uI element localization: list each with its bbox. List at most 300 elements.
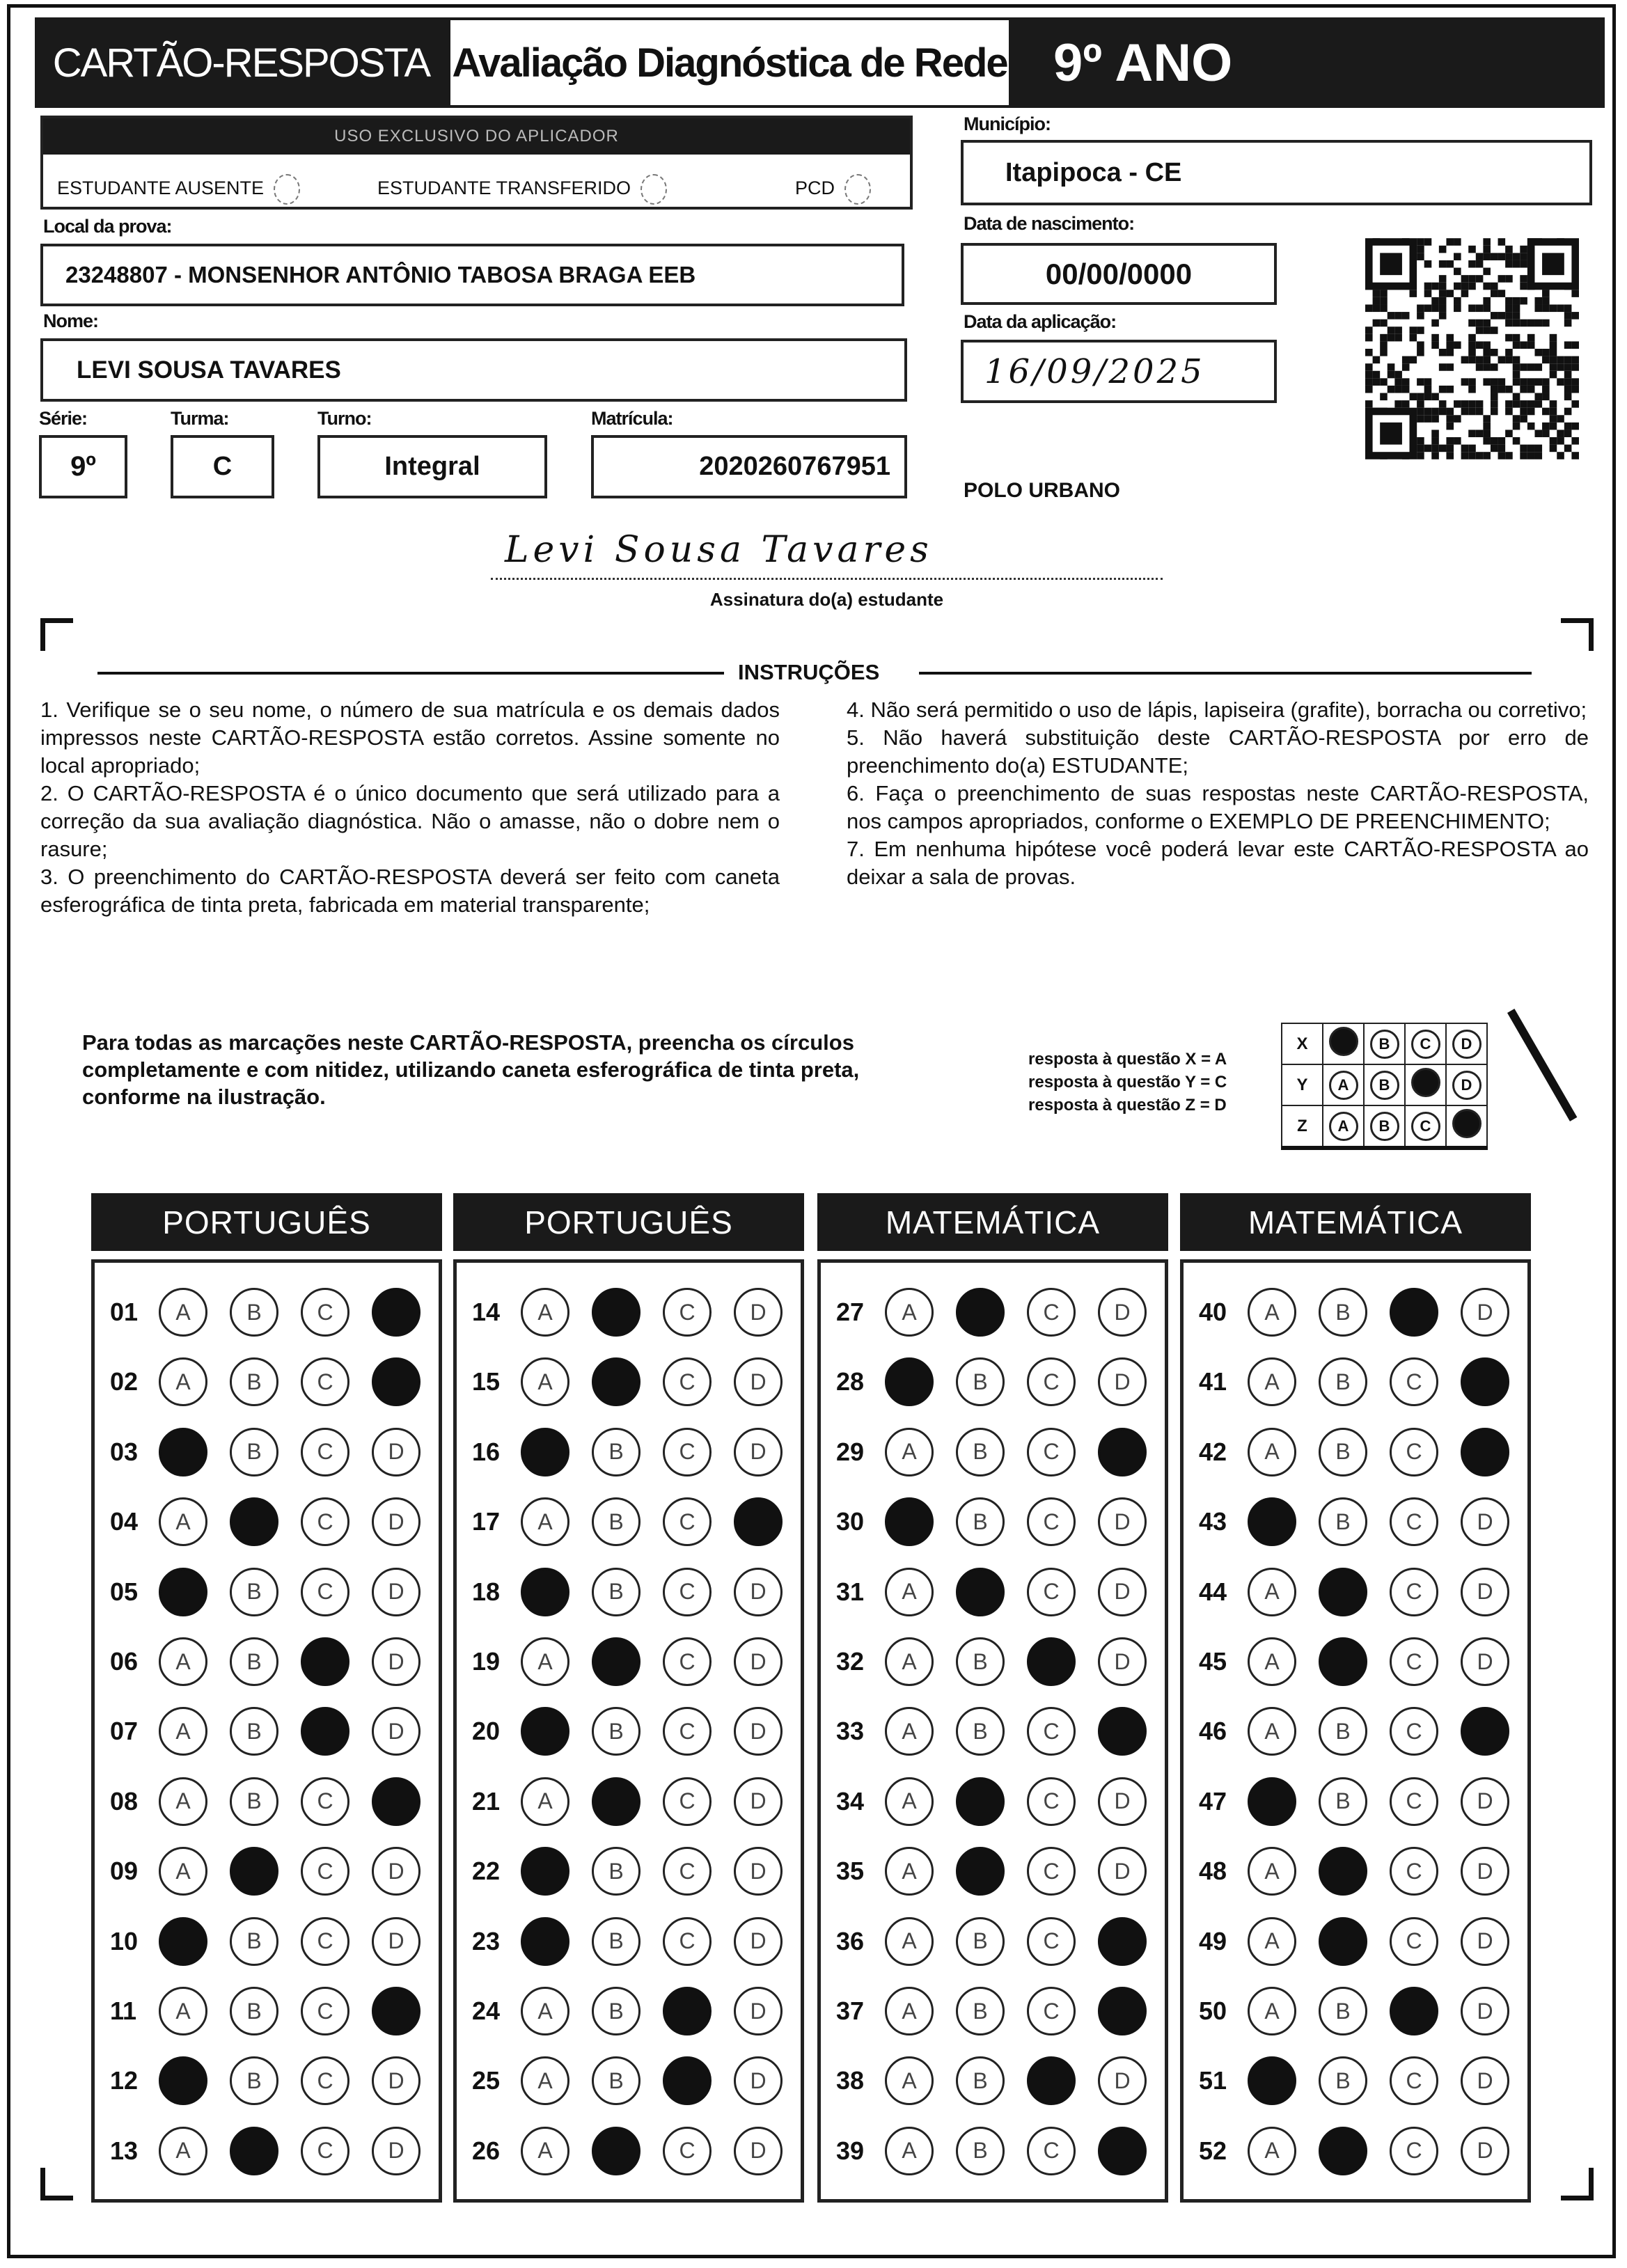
question-number: 51 [1199, 2066, 1227, 2095]
answer-bubble-c[interactable]: C [663, 1847, 712, 1896]
question-number: 30 [836, 1507, 865, 1536]
answer-bubble-d[interactable]: D [1461, 1917, 1509, 1966]
question-number: 08 [110, 1786, 139, 1816]
question-number: 32 [836, 1647, 865, 1676]
answer-bubble-b[interactable]: B [230, 1428, 278, 1476]
answer-bubble-d[interactable] [734, 1497, 783, 1546]
answer-bubble-c[interactable]: C [1390, 1497, 1438, 1546]
answer-bubble-d[interactable] [1098, 1917, 1147, 1966]
question-row [821, 1635, 1165, 1690]
answer-bubble-a[interactable]: A [885, 1428, 934, 1476]
answer-bubble-a[interactable]: A [1248, 1568, 1296, 1616]
answer-bubble-d[interactable]: D [734, 1288, 783, 1337]
answer-bubble-a[interactable]: A [521, 1987, 569, 2035]
answer-bubble-c[interactable]: C [663, 1917, 712, 1966]
answer-bubble-a[interactable]: A [521, 1288, 569, 1337]
example-cell [1323, 1023, 1364, 1064]
answer-bubble-b[interactable] [1319, 1637, 1367, 1686]
question-number: 42 [1199, 1437, 1227, 1466]
divider [919, 672, 1532, 675]
answer-bubble-c[interactable]: C [1027, 1568, 1076, 1616]
question-row [821, 1704, 1165, 1760]
answer-bubble-d[interactable] [1461, 1428, 1509, 1476]
answer-bubble-d[interactable]: D [1098, 1357, 1147, 1406]
question-row [95, 1285, 439, 1341]
answer-bubble-b[interactable]: B [230, 1917, 278, 1966]
example-cell [1323, 1105, 1364, 1148]
question-row [457, 1984, 801, 2040]
answer-bubble-d[interactable]: D [734, 1777, 783, 1826]
answer-bubble-d[interactable] [1098, 1987, 1147, 2035]
answer-bubble-c[interactable] [1027, 1637, 1076, 1686]
answer-bubble-c[interactable]: C [663, 1637, 712, 1686]
answer-bubble-b[interactable]: B [230, 1637, 278, 1686]
answer-bubble-b[interactable] [592, 1777, 640, 1826]
answer-bubble-d[interactable]: D [372, 1847, 420, 1896]
answer-bubble-a[interactable]: A [159, 1847, 207, 1896]
example-legend-item: resposta à questão Y = C [1028, 1073, 1227, 1092]
answer-bubble-c[interactable]: C [1027, 1987, 1076, 2035]
answer-bubble-a[interactable]: A [159, 1497, 207, 1546]
answer-bubble-c[interactable]: C [301, 2056, 349, 2105]
answer-bubble-a[interactable]: A [885, 2127, 934, 2175]
answer-bubble-d[interactable]: D [372, 1707, 420, 1756]
answer-bubble-b[interactable]: B [592, 1707, 640, 1756]
option-transferred[interactable] [377, 174, 667, 205]
answer-bubble-d[interactable]: D [372, 1917, 420, 1966]
answer-bubble-c[interactable]: C [301, 1357, 349, 1406]
question-number: 46 [1199, 1717, 1227, 1746]
answer-bubble-a[interactable]: A [1248, 2127, 1296, 2175]
answer-bubble-a[interactable]: A [885, 1847, 934, 1896]
answer-bubble-a[interactable]: A [885, 1707, 934, 1756]
answer-bubble-d[interactable] [1098, 1428, 1147, 1476]
answer-bubble-b[interactable] [230, 1497, 278, 1546]
question-number: 11 [110, 1997, 137, 2025]
corner-mark [1561, 2168, 1594, 2200]
answer-bubble-b[interactable]: B [230, 1987, 278, 2035]
answer-bubble-a[interactable]: A [521, 1357, 569, 1406]
answer-bubble-b[interactable]: B [956, 1917, 1005, 1966]
answer-bubble-b[interactable]: B [1319, 1707, 1367, 1756]
question-row [457, 1285, 801, 1341]
answer-bubble-a[interactable]: A [1248, 1357, 1296, 1406]
question-row [821, 1285, 1165, 1341]
answer-bubble-d[interactable]: D [1461, 1637, 1509, 1686]
question-number: 13 [110, 2136, 139, 2165]
answer-bubble-b[interactable]: B [1319, 1357, 1367, 1406]
question-row [821, 1495, 1165, 1550]
example-bubble: B [1370, 1112, 1399, 1141]
answer-bubble-c[interactable]: C [1027, 1847, 1076, 1896]
question-number: 16 [472, 1437, 501, 1466]
answer-bubble-b[interactable] [956, 1777, 1005, 1826]
answer-bubble-c[interactable]: C [1027, 1497, 1076, 1546]
answer-bubble-c[interactable]: C [1027, 2127, 1076, 2175]
answer-bubble-b[interactable]: B [1319, 1497, 1367, 1546]
answer-bubble-b[interactable]: B [592, 1917, 640, 1966]
question-number: 52 [1199, 2136, 1227, 2165]
question-number: 20 [472, 1717, 501, 1746]
municipio-label: Município: [964, 113, 1051, 134]
question-row [1184, 1984, 1527, 2040]
answer-bubble-a[interactable]: A [885, 1917, 934, 1966]
answer-bubble-d[interactable]: D [1461, 1568, 1509, 1616]
answer-bubble-a[interactable]: A [885, 1637, 934, 1686]
answer-bubble-a[interactable]: A [1248, 1288, 1296, 1337]
answer-bubble-c[interactable]: C [1027, 1777, 1076, 1826]
applicator-title: USO EXCLUSIVO DO APLICADOR [43, 118, 910, 155]
answer-bubble-b[interactable]: B [592, 1497, 640, 1546]
answer-bubble-b[interactable]: B [956, 2056, 1005, 2105]
answer-bubble-d[interactable]: D [1461, 1288, 1509, 1337]
answer-bubble-c[interactable] [1390, 1288, 1438, 1337]
question-row [95, 1914, 439, 1970]
answer-bubble-d[interactable]: D [734, 1917, 783, 1966]
answer-bubble-a[interactable]: A [885, 1568, 934, 1616]
grade-title: 9º ANO [1012, 17, 1605, 108]
answer-bubble-d[interactable]: D [1098, 1777, 1147, 1826]
answer-bubble-d[interactable]: D [734, 1428, 783, 1476]
example-legend-item: resposta à questão X = A [1028, 1050, 1227, 1069]
answer-bubble-a[interactable] [521, 1847, 569, 1896]
answer-bubble-d[interactable]: D [734, 1987, 783, 2035]
answer-bubble-b[interactable]: B [230, 1707, 278, 1756]
answer-bubble-b[interactable]: B [956, 2127, 1005, 2175]
answer-bubble-a[interactable]: A [159, 1987, 207, 2035]
answer-bubble-b[interactable] [956, 1288, 1005, 1337]
answer-bubble-b[interactable] [592, 1637, 640, 1686]
answer-bubble-b[interactable]: B [956, 1707, 1005, 1756]
answer-bubble-c[interactable] [301, 1707, 349, 1756]
answer-bubble-c[interactable]: C [301, 1917, 349, 1966]
answer-bubble-a[interactable] [521, 1428, 569, 1476]
answer-bubble-c[interactable]: C [1027, 1707, 1076, 1756]
question-row [457, 1565, 801, 1621]
matricula-field: 2020260767951 [591, 435, 907, 498]
answer-bubble-d[interactable]: D [734, 1357, 783, 1406]
answer-bubble-d[interactable] [1098, 2127, 1147, 2175]
answer-bubble-c[interactable]: C [1390, 2056, 1438, 2105]
answer-bubble-d[interactable]: D [1098, 1568, 1147, 1616]
answer-bubble-c[interactable] [1390, 1987, 1438, 2035]
question-row [95, 1495, 439, 1550]
answer-bubble-a[interactable]: A [159, 1707, 207, 1756]
answer-bubble-c[interactable]: C [1390, 1357, 1438, 1406]
option-bubble[interactable] [844, 174, 871, 205]
qr-code [1365, 238, 1579, 459]
answer-bubble-d[interactable]: D [1461, 2127, 1509, 2175]
answer-bubble-c[interactable]: C [1027, 1917, 1076, 1966]
question-row [1184, 1914, 1527, 1970]
answer-bubble-a[interactable] [885, 1357, 934, 1406]
answer-bubble-a[interactable]: A [1248, 1707, 1296, 1756]
instruction-item: 6. Faça o preenchimento de suas respostas neste CARTÃO-RESPOSTA, nos campos apropriados, conforme o EXEMPLO DE PREENCHIMENTO; [847, 781, 1589, 833]
instructions-title: INSTRUÇÕES [738, 660, 880, 684]
answer-bubble-a[interactable] [521, 1917, 569, 1966]
answer-bubble-a[interactable]: A [521, 2127, 569, 2175]
fill-note: Para todas as marcações neste CARTÃO-RESPOSTA, preencha os círculos completamente e com nitidez, utilizando caneta esferográfica de tinta preta, conforme na ilustração. [82, 1030, 860, 1109]
answer-bubble-c[interactable]: C [1390, 1568, 1438, 1616]
question-number: 35 [836, 1857, 865, 1886]
question-number: 22 [472, 1857, 501, 1886]
question-row [95, 1565, 439, 1621]
answer-bubble-b[interactable]: B [592, 1568, 640, 1616]
answer-bubble-b[interactable]: B [956, 1497, 1005, 1546]
answer-column [817, 1259, 1168, 2203]
aplicacao-field: 16/09/2025 [961, 340, 1277, 403]
answer-bubble-d[interactable]: D [1098, 1847, 1147, 1896]
example-bubble [1452, 1109, 1481, 1138]
local-label: Local da prova: [43, 216, 172, 237]
answer-bubble-c[interactable]: C [1390, 1428, 1438, 1476]
answer-bubble-b[interactable]: B [230, 1288, 278, 1337]
answer-bubble-a[interactable]: A [159, 1777, 207, 1826]
question-row [1184, 1285, 1527, 1341]
answer-bubble-c[interactable] [301, 1637, 349, 1686]
answer-bubble-a[interactable]: A [885, 1777, 934, 1826]
answer-bubble-a[interactable]: A [1248, 1847, 1296, 1896]
answer-bubble-a[interactable]: A [521, 1497, 569, 1546]
answer-bubble-d[interactable]: D [1461, 1847, 1509, 1896]
answer-bubble-b[interactable]: B [956, 1637, 1005, 1686]
answer-bubble-a[interactable]: A [159, 2127, 207, 2175]
answer-bubble-b[interactable]: B [592, 1428, 640, 1476]
example-row-label: X [1282, 1023, 1323, 1064]
answer-bubble-b[interactable]: B [956, 1987, 1005, 2035]
answer-bubble-c[interactable]: C [663, 1777, 712, 1826]
answer-bubble-b[interactable]: B [230, 2056, 278, 2105]
answer-bubble-c[interactable]: C [301, 1428, 349, 1476]
answer-bubble-c[interactable]: C [301, 2127, 349, 2175]
answer-bubble-a[interactable] [159, 1917, 207, 1966]
answer-bubble-a[interactable] [521, 1707, 569, 1756]
answer-bubble-d[interactable]: D [734, 1707, 783, 1756]
answer-bubble-d[interactable]: D [1098, 1497, 1147, 1546]
answer-bubble-c[interactable]: C [1390, 1637, 1438, 1686]
answer-bubble-a[interactable]: A [885, 1987, 934, 2035]
answer-bubble-b[interactable]: B [1319, 2056, 1367, 2105]
answer-bubble-d[interactable]: D [372, 1637, 420, 1686]
answer-bubble-a[interactable]: A [1248, 1637, 1296, 1686]
answer-bubble-a[interactable]: A [521, 1637, 569, 1686]
option-pcd[interactable] [795, 174, 871, 205]
answer-bubble-d[interactable]: D [372, 2056, 420, 2105]
answer-bubble-b[interactable]: B [1319, 1987, 1367, 2035]
question-row [821, 2124, 1165, 2180]
answer-bubble-d[interactable] [372, 1987, 420, 2035]
answer-bubble-d[interactable]: D [1461, 1987, 1509, 2035]
question-number: 17 [472, 1507, 501, 1536]
answer-bubble-c[interactable]: C [1027, 1428, 1076, 1476]
answer-bubble-a[interactable] [521, 1568, 569, 1616]
answer-bubble-c[interactable]: C [1027, 1288, 1076, 1337]
answer-bubble-c[interactable]: C [301, 1987, 349, 2035]
answer-bubble-b[interactable]: B [1319, 1777, 1367, 1826]
answer-bubble-a[interactable] [159, 1428, 207, 1476]
question-number: 14 [472, 1298, 501, 1326]
answer-bubble-b[interactable]: B [956, 1428, 1005, 1476]
answer-bubble-c[interactable]: C [301, 1568, 349, 1616]
example-bubble: B [1370, 1030, 1399, 1059]
answer-bubble-c[interactable]: C [301, 1497, 349, 1546]
answer-bubble-c[interactable]: C [301, 1288, 349, 1337]
question-number: 26 [472, 2136, 501, 2165]
answer-bubble-b[interactable] [592, 1288, 640, 1337]
answer-bubble-c[interactable]: C [663, 1357, 712, 1406]
answer-bubble-b[interactable]: B [1319, 1428, 1367, 1476]
answer-bubble-c[interactable]: C [663, 1497, 712, 1546]
answer-bubble-d[interactable]: D [1098, 1637, 1147, 1686]
example-cell [1323, 1064, 1364, 1105]
answer-bubble-d[interactable]: D [1461, 2056, 1509, 2105]
subject-header: MATEMÁTICA [817, 1193, 1168, 1251]
answer-bubble-d[interactable] [372, 1357, 420, 1406]
example-row [1282, 1023, 1487, 1064]
corner-mark [40, 2168, 73, 2200]
answer-bubble-c[interactable]: C [663, 2127, 712, 2175]
answer-bubble-c[interactable]: C [301, 1777, 349, 1826]
example-legend-item: resposta à questão Z = D [1028, 1096, 1227, 1115]
example-bubble: B [1370, 1071, 1399, 1100]
answer-bubble-b[interactable] [592, 1357, 640, 1406]
answer-bubble-a[interactable] [1248, 2056, 1296, 2105]
answer-bubble-b[interactable]: B [1319, 1288, 1367, 1337]
option-bubble[interactable] [274, 174, 300, 205]
example-table [1281, 1023, 1488, 1150]
answer-bubble-d[interactable] [372, 1777, 420, 1826]
answer-bubble-a[interactable]: A [159, 1637, 207, 1686]
answer-bubble-b[interactable]: B [592, 1847, 640, 1896]
option-absent[interactable] [57, 174, 300, 205]
answer-bubble-d[interactable]: D [372, 1497, 420, 1546]
answer-bubble-a[interactable] [159, 1568, 207, 1616]
answer-bubble-c[interactable]: C [1390, 1917, 1438, 1966]
answer-bubble-b[interactable]: B [230, 1777, 278, 1826]
answer-bubble-b[interactable]: B [956, 1357, 1005, 1406]
answer-bubble-b[interactable] [1319, 2127, 1367, 2175]
answer-bubble-c[interactable]: C [1390, 2127, 1438, 2175]
question-row [457, 1704, 801, 1760]
example-row-label: Z [1282, 1105, 1323, 1148]
answer-bubble-b[interactable] [956, 1568, 1005, 1616]
question-number: 45 [1199, 1647, 1227, 1676]
answer-bubble-a[interactable]: A [159, 1357, 207, 1406]
answer-bubble-a[interactable] [159, 2056, 207, 2105]
answer-bubble-a[interactable] [1248, 1497, 1296, 1546]
question-row [1184, 2054, 1527, 2109]
answer-bubble-d[interactable]: D [1461, 1777, 1509, 1826]
question-row [1184, 1844, 1527, 1900]
answer-bubble-c[interactable]: C [1390, 1847, 1438, 1896]
answer-bubble-a[interactable]: A [885, 2056, 934, 2105]
matricula-label: Matrícula: [591, 408, 673, 429]
answer-bubble-c[interactable]: C [301, 1847, 349, 1896]
answer-bubble-a[interactable]: A [1248, 1428, 1296, 1476]
answer-bubble-c[interactable]: C [1390, 1707, 1438, 1756]
example-cell [1405, 1105, 1446, 1148]
answer-bubble-b[interactable]: B [230, 1568, 278, 1616]
question-row [821, 1355, 1165, 1410]
answer-bubble-a[interactable]: A [521, 2056, 569, 2105]
answer-bubble-d[interactable] [1098, 1707, 1147, 1756]
answer-bubble-a[interactable]: A [1248, 1917, 1296, 1966]
answer-bubble-d[interactable]: D [1461, 1497, 1509, 1546]
answer-bubble-d[interactable]: D [734, 1637, 783, 1686]
answer-bubble-c[interactable]: C [1027, 1357, 1076, 1406]
answer-bubble-d[interactable]: D [372, 1568, 420, 1616]
answer-bubble-d[interactable] [1461, 1707, 1509, 1756]
answer-bubble-a[interactable]: A [885, 1288, 934, 1337]
question-row [821, 1984, 1165, 2040]
answer-bubble-a[interactable] [885, 1497, 934, 1546]
question-row [95, 1704, 439, 1760]
example-legend [1028, 1048, 1227, 1117]
example-bubble: A [1329, 1071, 1358, 1100]
answer-bubble-d[interactable]: D [372, 2127, 420, 2175]
answer-bubble-b[interactable] [1319, 1847, 1367, 1896]
example-bubble [1411, 1068, 1440, 1097]
answer-bubble-d[interactable]: D [372, 1428, 420, 1476]
student-signature: Levi Sousa Tavares [505, 529, 933, 571]
answer-bubble-d[interactable]: D [734, 2056, 783, 2105]
answer-bubble-b[interactable] [230, 1847, 278, 1896]
turno-label: Turno: [317, 408, 372, 429]
answer-bubble-d[interactable] [1461, 1357, 1509, 1406]
answer-bubble-d[interactable]: D [1098, 1288, 1147, 1337]
question-row [457, 2054, 801, 2109]
answer-bubble-a[interactable]: A [159, 1288, 207, 1337]
question-row [1184, 1774, 1527, 1830]
question-number: 50 [1199, 1997, 1227, 2025]
instruction-item: 7. Em nenhuma hipótese você poderá levar este CARTÃO-RESPOSTA ao deixar a sala de provas. [847, 837, 1589, 889]
answer-bubble-b[interactable] [1319, 1917, 1367, 1966]
question-number: 03 [110, 1437, 139, 1466]
answer-bubble-c[interactable]: C [1390, 1777, 1438, 1826]
answer-bubble-b[interactable] [956, 1847, 1005, 1896]
answer-bubble-b[interactable] [1319, 1568, 1367, 1616]
answer-bubble-b[interactable] [230, 2127, 278, 2175]
answer-bubble-b[interactable]: B [592, 2056, 640, 2105]
answer-bubble-d[interactable]: D [1098, 2056, 1147, 2105]
answer-bubble-c[interactable] [1027, 2056, 1076, 2105]
answer-bubble-a[interactable] [1248, 1777, 1296, 1826]
question-number: 36 [836, 1926, 865, 1955]
answer-bubble-c[interactable] [663, 1987, 712, 2035]
answer-bubble-d[interactable] [372, 1288, 420, 1337]
answer-bubble-b[interactable]: B [592, 1987, 640, 2035]
answer-bubble-b[interactable]: B [230, 1357, 278, 1406]
answer-bubble-d[interactable]: D [734, 1847, 783, 1896]
turno-field: Integral [317, 435, 547, 498]
example-bubble: D [1452, 1071, 1481, 1100]
answer-bubble-b[interactable] [592, 2127, 640, 2175]
answer-bubble-a[interactable]: A [1248, 1987, 1296, 2035]
card-title: CARTÃO-RESPOSTA [35, 17, 448, 108]
answer-bubble-d[interactable]: D [734, 1568, 783, 1616]
question-row [457, 2124, 801, 2180]
option-label: PCD [795, 178, 835, 199]
answer-bubble-c[interactable]: C [663, 1428, 712, 1476]
answer-bubble-c[interactable]: C [663, 1288, 712, 1337]
question-number: 37 [836, 1997, 865, 2025]
answer-bubble-c[interactable]: C [663, 1707, 712, 1756]
answer-bubble-a[interactable]: A [521, 1777, 569, 1826]
option-bubble[interactable] [640, 174, 667, 205]
answer-bubble-d[interactable]: D [734, 2127, 783, 2175]
answer-bubble-c[interactable] [663, 2056, 712, 2105]
answer-bubble-c[interactable]: C [663, 1568, 712, 1616]
